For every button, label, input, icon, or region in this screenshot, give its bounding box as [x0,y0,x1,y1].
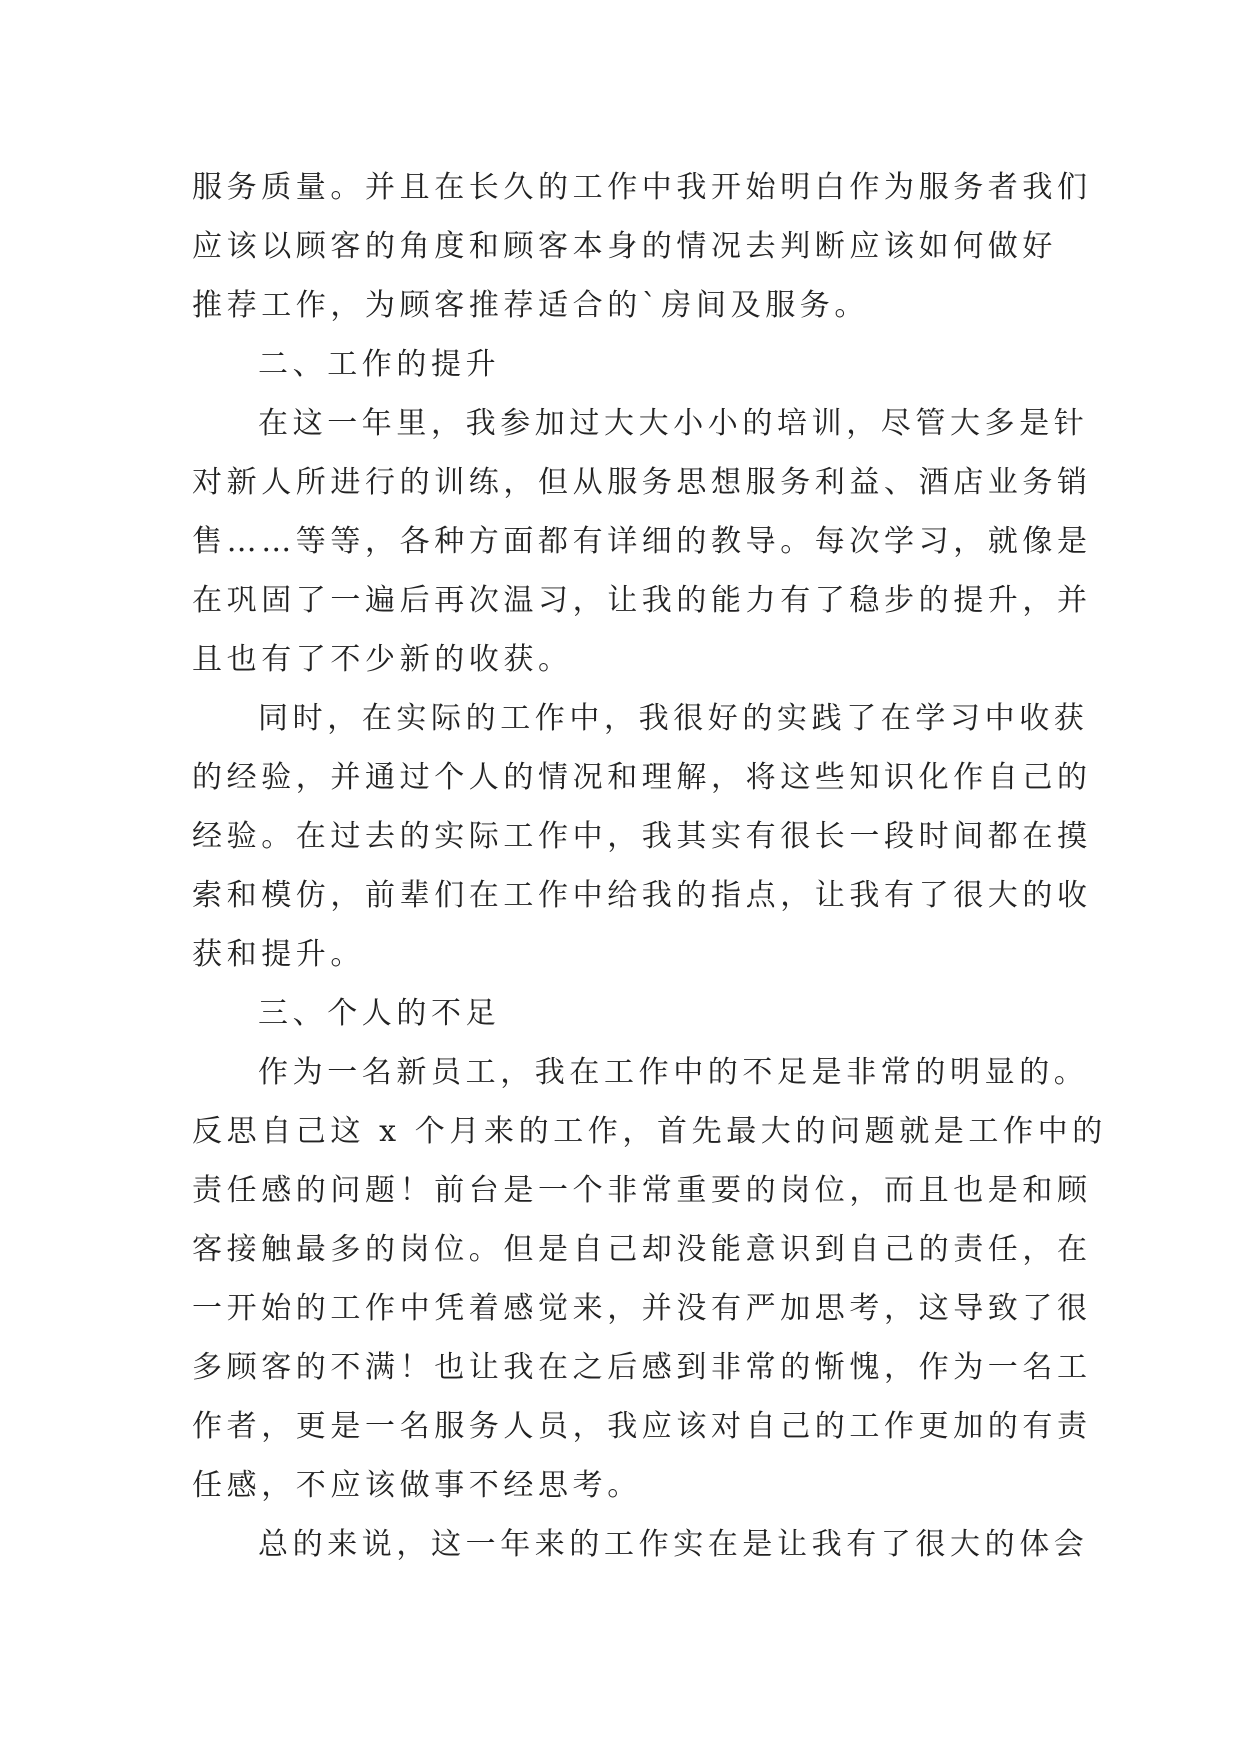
text-line: 在这一年里，我参加过大大小小的培训，尽管大多是针 [258,406,1089,441]
text-line: 的经验，并通过个人的情况和理解，将这些知识化作自己的 [192,760,1092,795]
text-line: 且也有了不少新的收获。 [192,642,573,677]
text-line: 多顾客的不满！也让我在之后感到非常的惭愧，作为一名工 [192,1350,1092,1385]
text-line: 应该以顾客的角度和顾客本身的情况去判断应该如何做好 [192,229,1057,264]
text-line: 一开始的工作中凭着感觉来，并没有严加思考，这导致了很 [192,1291,1092,1326]
text-line: 任感，不应该做事不经思考。 [192,1468,642,1503]
text-line: 同时，在实际的工作中，我很好的实践了在学习中收获 [258,701,1089,736]
text-line: 三、个人的不足 [258,996,501,1031]
text-line: 在巩固了一遍后再次温习，让我的能力有了稳步的提升，并 [192,583,1092,618]
text-line: 对新人所进行的训练，但从服务思想服务利益、酒店业务销 [192,465,1092,500]
text-line: 二、工作的提升 [258,347,501,382]
text-line: 总的来说，这一年来的工作实在是让我有了很大的体会 [258,1527,1089,1562]
text-line: 推荐工作，为顾客推荐适合的`房间及服务。 [192,288,869,323]
text-line: 责任感的问题！前台是一个非常重要的岗位，而且也是和顾 [192,1173,1092,1208]
text-line: 作者，更是一名服务人员，我应该对自己的工作更加的有责 [192,1409,1092,1444]
text-line: 经验。在过去的实际工作中，我其实有很长一段时间都在摸 [192,819,1092,854]
text-line: 客接触最多的岗位。但是自己却没能意识到自己的责任，在 [192,1232,1092,1267]
text-line: 反思自己这 x 个月来的工作，首先最大的问题就是工作中的 [192,1114,1107,1149]
document-body [192,158,1107,1574]
text-line: 服务质量。并且在长久的工作中我开始明白作为服务者我们 [192,170,1092,205]
text-line: 售……等等，各种方面都有详细的教导。每次学习，就像是 [192,524,1092,559]
text-line: 获和提升。 [192,937,365,972]
text-line: 作为一名新员工，我在工作中的不足是非常的明显的。 [258,1055,1089,1090]
text-line: 索和模仿，前辈们在工作中给我的指点，让我有了很大的收 [192,878,1092,913]
